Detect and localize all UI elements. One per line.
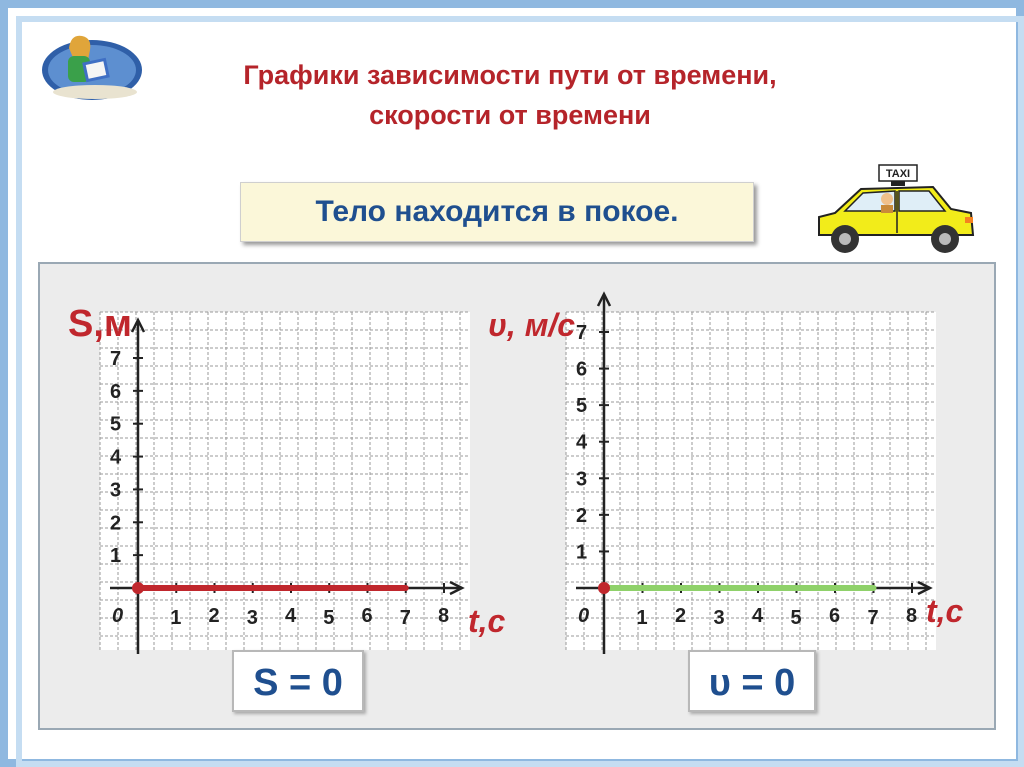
x-tick-label: 1 (170, 607, 182, 629)
x-tick-label: 6 (829, 605, 841, 627)
x-tick-label: 5 (323, 607, 335, 629)
y-tick-label: 3 (110, 479, 122, 502)
y-tick-label: 5 (576, 395, 588, 418)
grid-background (100, 312, 470, 650)
x-tick-label: 7 (399, 607, 411, 629)
x-tick-label: 1 (636, 607, 648, 629)
y-tick-label: 5 (110, 413, 122, 436)
series-start-point (598, 582, 610, 594)
x-tick-label: 2 (675, 605, 687, 627)
y-tick-label: 2 (576, 504, 588, 527)
x-tick-label: 4 (752, 605, 764, 627)
x-axis-label: t,с (926, 593, 964, 629)
x-tick-label: 2 (208, 605, 220, 627)
y-tick-label: 1 (110, 545, 122, 568)
page-title (160, 55, 860, 135)
x-tick-label: 8 (906, 605, 918, 627)
x-tick-label: 6 (361, 605, 373, 627)
y-axis-label: S,м (68, 303, 133, 345)
distance-time-chart (60, 280, 530, 660)
origin-label: 0 (112, 605, 124, 627)
speed-time-chart (488, 280, 998, 660)
y-tick-label: 6 (576, 358, 588, 381)
distance-equation: S = 0 (232, 650, 364, 712)
x-tick-label: 7 (867, 607, 879, 629)
title-line-1: Графики зависимости пути от времени, (243, 60, 777, 90)
y-tick-label: 4 (576, 431, 588, 454)
grid-background (566, 312, 936, 650)
y-tick-label: 1 (576, 541, 588, 564)
y-tick-label: 7 (576, 322, 588, 344)
y-axis-label: υ, м/с (488, 307, 576, 343)
x-axis-label: t,с (468, 603, 506, 639)
x-tick-label: 3 (246, 607, 258, 629)
y-tick-label: 7 (110, 348, 122, 370)
series-start-point (132, 582, 144, 594)
y-tick-label: 6 (110, 380, 122, 403)
taxi-sign-text: TAXI (885, 168, 911, 180)
state-caption: Тело находится в покое. (240, 182, 754, 242)
y-tick-label: 2 (110, 512, 122, 535)
reading-girl-logo-icon (40, 30, 150, 102)
x-tick-label: 4 (285, 605, 297, 627)
y-tick-label: 4 (110, 446, 122, 469)
taxi-icon (815, 163, 977, 255)
title-line-2: скорости от времени (369, 100, 651, 130)
y-tick-label: 3 (576, 468, 588, 491)
x-tick-label: 5 (790, 607, 802, 629)
x-tick-label: 8 (438, 605, 450, 627)
speed-equation: υ = 0 (688, 650, 816, 712)
x-tick-label: 3 (713, 607, 725, 629)
origin-label: 0 (578, 605, 590, 627)
